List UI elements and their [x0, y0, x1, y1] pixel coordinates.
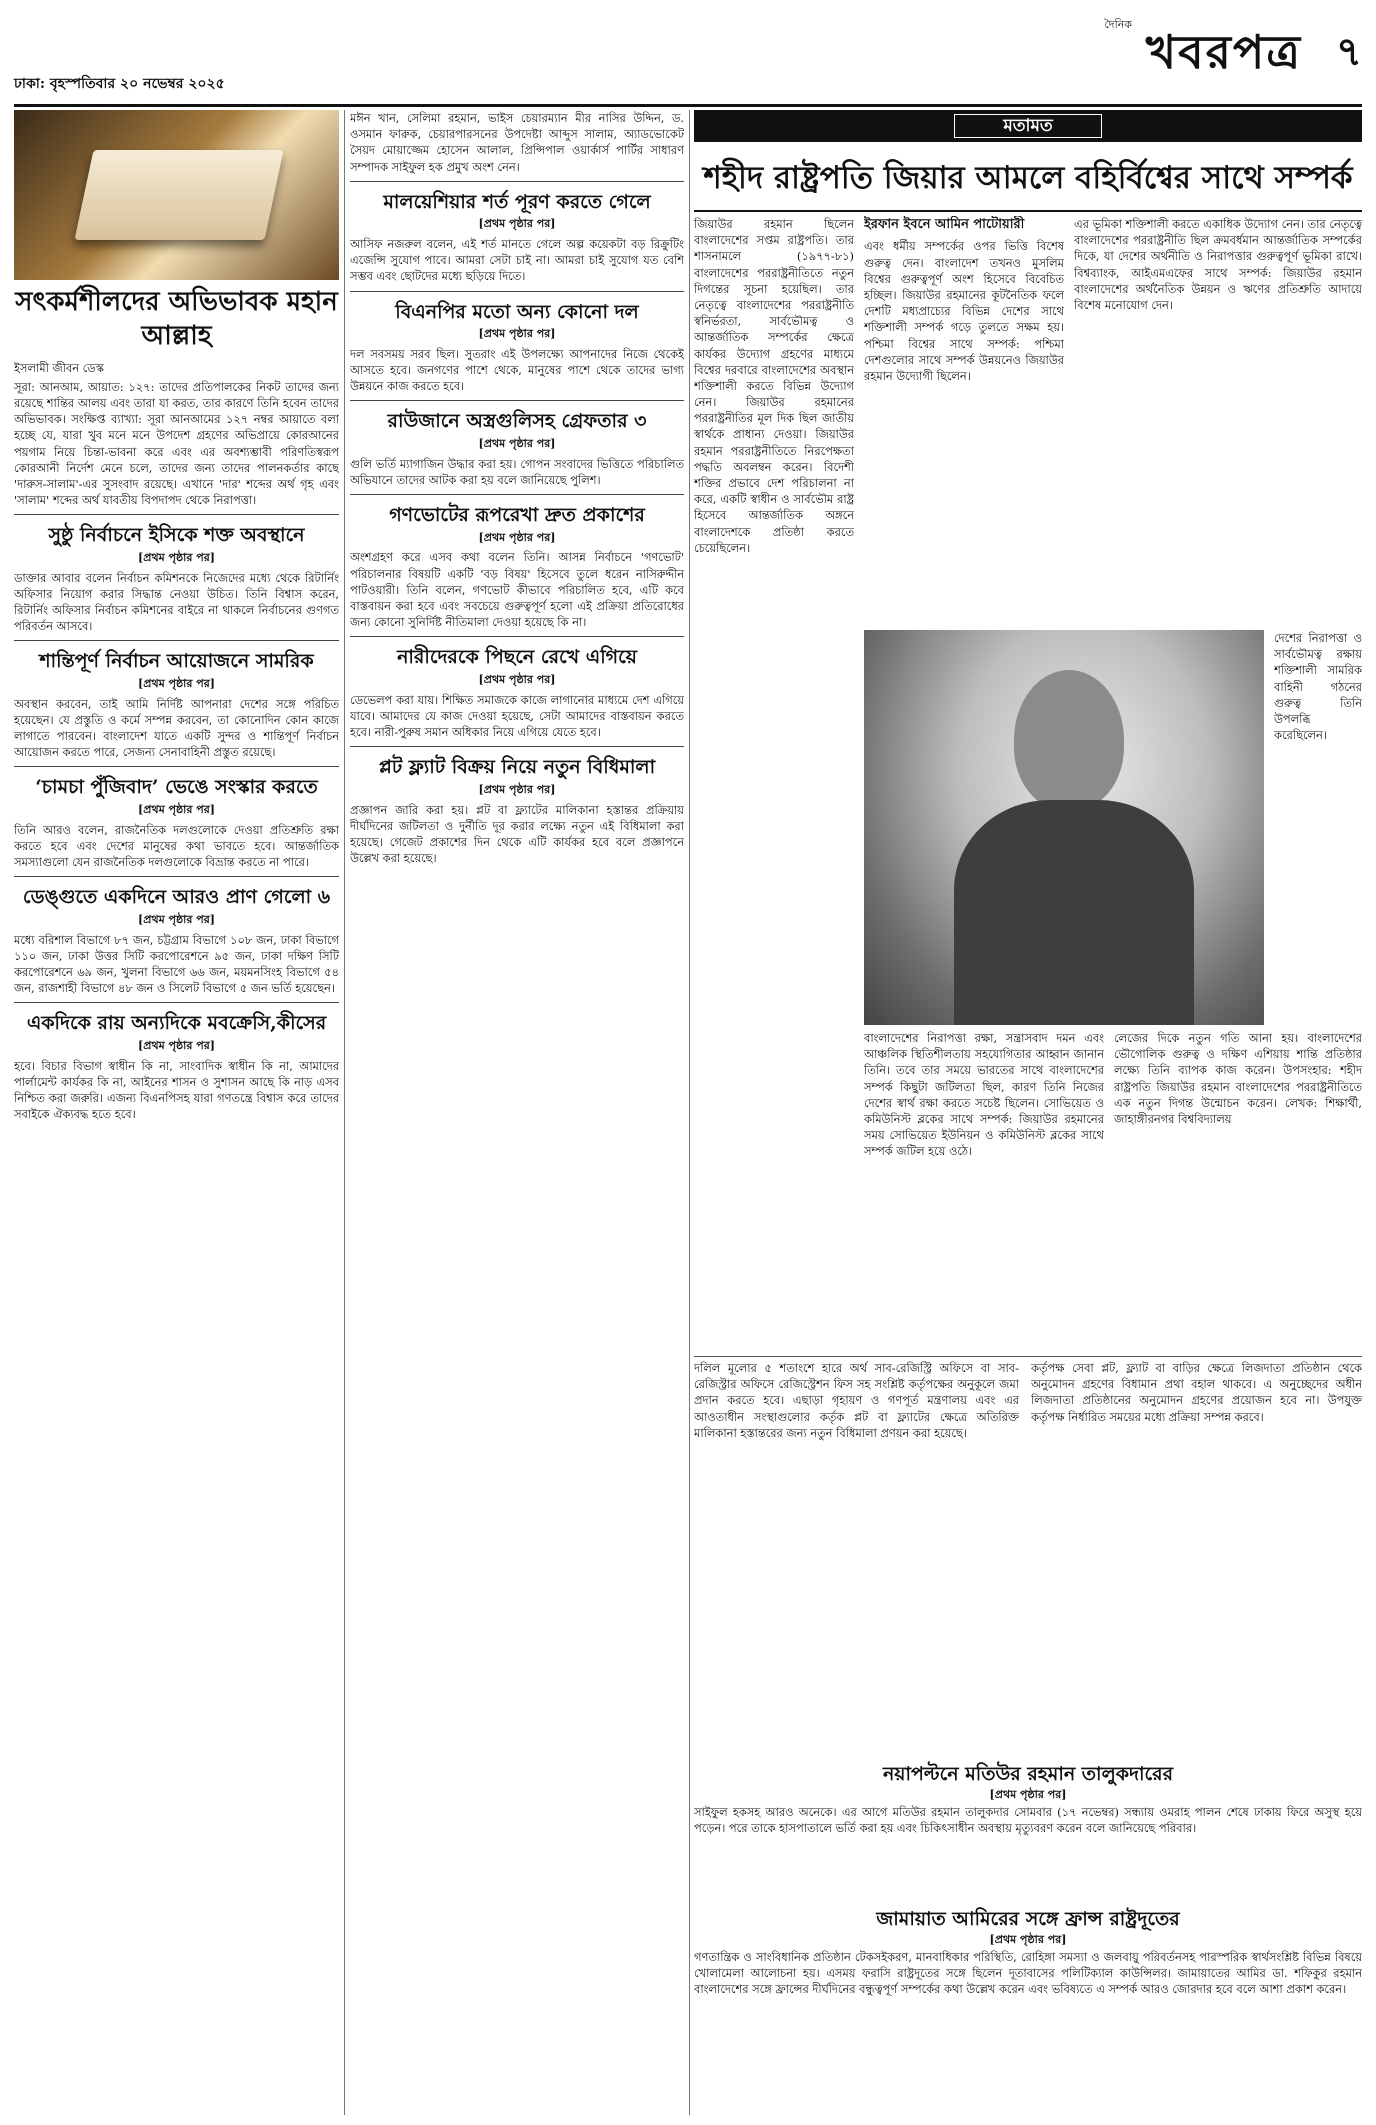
headline-ec: সুষ্ঠু নির্বাচনে ইসিকে শক্ত অবস্থানে — [48, 524, 305, 547]
opinion-band — [694, 110, 1362, 142]
headline-raozan: রাউজানে অস্ত্রগুলিসহ গ্রেফতার ৩ — [387, 410, 647, 433]
divider — [14, 766, 339, 767]
continued-label: [প্রথম পৃষ্ঠার পর] — [138, 677, 215, 691]
opinion-column-3b: লেজের দিকে নতুন গতি আনা হয়। বাংলাদেশের ভৌগোলিক গুরুত্ব ও দক্ষিণ এশিয়ায় শান্তি প্রতিষ্ঠার লক্ষ্যে তিনি ব্যাপক কাজ করেন। উপসংহার: শহীদ রাষ্ট্রপতি জিয়াউর রহমান বাংলাদেশের পররাষ্ট্রনীতিতে এক নতুন দিগন্ত উন্মোচন করেন। লেখক: শিক্ষার্থী, জাহাঙ্গীরনগর বিশ্ববিদ্যালয় — [1114, 1031, 1362, 1126]
divider — [350, 746, 684, 747]
opinion-author: ইরফান ইবনে আমিন পাটোয়ারী — [864, 217, 1025, 232]
opinion-headline: শহীদ রাষ্ট্রপতি জিয়ার আমলে বহির্বিশ্বের সাথে সম্পর্ক — [703, 160, 1353, 196]
article-body: এবং ধর্মীয় সম্পর্কের ওপর ভিত্তি বিশেষ গুরুত্ব দেন। বাংলাদেশ তখনও মুসলিম বিশ্বের গুরুত্বপূর্ণ অংশ হিসেবে বিবেচিত হচ্ছিল। জিয়াউর রহমানের কূটনৈতিক ফলে দেশটি মধ্যপ্রাচ্যের বিভিন্ন দেশের সাথে শক্তিশালী সম্পর্ক গড়ে তুলতে সক্ষম হয়। পশ্চিমা বিশ্বের সাথে সম্পর্ক: পশ্চিমা দেশগুলোর সাথে সম্পর্ক উন্নয়নেও জিয়াউর রহমান উদ্যোগী ছিলেন। — [864, 239, 1064, 383]
headline-motiur: নয়াপল্টনে মতিউর রহমান তালুকদারের — [882, 1763, 1174, 1785]
article-body: গণতান্ত্রিক ও সাংবিধানিক প্রতিষ্ঠান টেকসইকরণ, মানবাধিকার পরিস্থিতি, রোহিঙ্গা সমস্যা ও জলবায়ু পরিবর্তনসহ পারস্পরিক স্বার্থসংশ্লিষ্ট বিভিন্ন বিষয়ে খোলামেলা আলোচনা হয়। এসময় ফরাসি রাষ্ট্রদূতের সঙ্গে ছিলেন দূতাবাসের পলিটিক্যাল কাউন্সিলর। জামায়াতের আমির ডা. শফিকুর রহমান বাংলাদেশের সঙ্গে ফ্রান্সের দীর্ঘদিনের বন্ধুত্বপূর্ণ সম্পর্কের কথা উল্লেখ করেন এবং ভবিষ্যতে এ সম্পর্ক আরও জোরদার হবে বলে আশা প্রকাশ করেন। — [694, 1950, 1362, 1997]
continued-label: [প্রথম পৃষ্ঠার পর] — [138, 803, 215, 817]
dateline: ঢাকা: বৃহস্পতিবার ২০ নভেম্বর ২০২৫ — [14, 76, 225, 92]
continued-label: [প্রথম পৃষ্ঠার পর] — [138, 550, 215, 564]
article-body: দল সবসময় সরব ছিল। সুতরাং এই উপলক্ষ্যে আপনাদের নিজে থেকেই আসতে হবে। জনগণের পাশে থেকে, মানুষের পাশে থেকে তাদের ভাগ্য উন্নয়নে কাজ করতে হবে। — [350, 346, 684, 394]
opinion-section — [694, 110, 1362, 1355]
headline-mobocracy: একদিকে রায় অন্যদিকে মবক্রেসি,কীসের — [26, 1012, 327, 1035]
article-body: গুলি ভর্তি ম্যাগাজিন উদ্ধার করা হয়। গোপন সংবাদের ভিত্তিতে পরিচালিত অভিযানে তাদের আটক করা হয় বলে জানিয়েছে পুলিশ। — [350, 456, 684, 487]
newspaper-logo: খবরপত্র — [1145, 25, 1302, 79]
headline-bnp: বিএনপির মতো অন্য কোনো দল — [395, 300, 639, 323]
column-divider — [689, 110, 690, 2115]
article-body: অংশগ্রহণ করে এসব কথা বলেন তিনি। আসন্ন নির্বাচনে 'গণভোট' পরিচালনার বিষয়টি একটি 'বড় বিষয়' হিসেবে তুলে ধরেন নাসিরুদ্দীন পাটওয়ারী। তিনি বলেন, গণভোট কীভাবে পরিচালিত হবে, এটি কবে বাস্তবায়ন করা হবে এবং সবচেয়ে গুরুত্বপূর্ণ হলো এই প্রক্রিয়া প্রতিরোধের জন্য কোনো সুনির্দিষ্ট নীতিমালা দেওয়া হয়েছে কি না। — [350, 550, 684, 630]
opinion-column-2b: বাংলাদেশের নিরাপত্তা রক্ষা, সন্ত্রাসবাদ দমন এবং আঞ্চলিক স্থিতিশীলতায় সহযোগিতার আহ্বান জানান তিনি। তবে তার সময়ে ভারতের সাথে বাংলাদেশের সম্পর্ক কিছুটা জটিলতা ছিল, কারণ তিনি নিজের দেশের স্বার্থ রক্ষা করতে সচেষ্ট ছিলেন। সোভিয়েত ও কমিউনিস্ট ব্লকের সাথে সম্পর্ক: জিয়াউর রহমানের সময় সোভিয়েত ইউনিয়ন ও কমিউনিস্ট ব্লকের সাথে সম্পর্ক জটিল হয়ে ওঠে। — [864, 1031, 1104, 1159]
middle-column — [350, 110, 684, 2115]
article-body: সূরা: আনআম, আয়াত: ১২৭: তাদের প্রতিপালকের নিকট তাদের জন্য রয়েছে শান্তির আলয় এবং তারা যা করত, তার কারণে তিনি হবেন তাদের অভিভাবক। সংক্ষিপ্ত ব্যাখ্যা: সূরা আনআমের ১২৭ নম্বর আয়াতে বলা হচ্ছে যে, যারা খুব মনে মনে উপদেশ গ্রহণের অভিপ্রায়ে কোরআনের পয়গাম নিয়ে চিন্তা-ভাবনা করে এবং এর অবশ্যম্ভাবী পরিণতিস্বরূপ কোরআনী নির্দেশ মেনে চলে, তাদের জন্য তাদের পালনকর্তার কাছে 'দারুস-সালাম'-এর সুসংবাদ রয়েছে। এখানে 'দার' শব্দের অর্থ গৃহ এবং 'সালাম' শব্দের অর্থ যাবতীয় বিপদাপদ থেকে নিরাপত্তা। — [14, 379, 339, 508]
section-divider — [694, 1356, 1362, 1357]
continued-label: [প্রথম পৃষ্ঠার পর] — [138, 912, 215, 926]
article-body: তিনি আরও বলেন, রাজনৈতিক দলগুলোকে দেওয়া প্রতিশ্রুতি রক্ষা করতে হবে এবং দেশের মানুষের কথা ভাবতে হবে। আন্তর্জাতিক সমস্যাগুলো যেন রাজনৈতিক দলগুলোকে বিভ্রান্ত করতে না পারে। — [14, 822, 339, 870]
article-body: প্রজ্ঞাপন জারি করা হয়। প্লট বা ফ্ল্যাটের মালিকানা হস্তান্তর প্রক্রিয়ায় দীর্ঘদিনের জটিলতা ও দুর্নীতি দূর করার লক্ষ্যে নতুন এই বিধিমালা করা হয়েছে। গেজেট প্রকাশের দিন থেকে এটি কার্যকর হবে বলে প্রজ্ঞাপনে উল্লেখ করা হয়েছে। — [350, 802, 684, 866]
masthead-rule — [14, 104, 1362, 107]
right-bottom-section — [694, 1360, 1362, 2115]
continued-label: [প্রথম পৃষ্ঠার পর] — [989, 1933, 1067, 1946]
headline-malaysia: মালয়েশিয়ার শর্ত পূরণ করতে গেলে — [383, 190, 651, 213]
portrait-head — [1014, 670, 1124, 810]
quran-book-icon — [74, 150, 283, 240]
opinion-label: মতামত — [954, 114, 1102, 138]
page-number: ৭ — [1335, 28, 1362, 75]
opinion-column-1: জিয়াউর রহমান ছিলেন বাংলাদেশের সপ্তম রাষ্ট্রপতি। তার শাসনামলে (১৯৭৭-৮১) বাংলাদেশের পররাষ্ট্রনীতিতে নতুন দিগন্তের সূচনা হয়েছিল। তার নেতৃত্বে বাংলাদেশের পররাষ্ট্রনীতি স্বনির্ভরতা, সার্বভৌমত্ব ও আন্তর্জাতিক সম্পর্কের ক্ষেত্রে কার্যকর উদ্যোগ গ্রহণের মাধ্যমে বিশ্বের দরবারে বাংলাদেশের অবস্থান শক্তিশালী করতে বিভিন্ন উদ্যোগ নেন। জিয়াউর রহমানের পররাষ্ট্রনীতির মূল দিক ছিল জাতীয় স্বার্থকে প্রাধান্য দেওয়া। জিয়াউর রহমান পররাষ্ট্রনীতিতে নিরপেক্ষতা পদ্ধতি অবলম্বন করেন। বিদেশী শক্তির প্রভাবে দেশ পরিচালনা না করে, একটি স্বাধীন ও সার্বভৌম রাষ্ট্র হিসেবে আন্তর্জাতিক অঙ্গনে বাংলাদেশকে প্রতিষ্ঠা করতে চেয়েছিলেন। — [694, 217, 854, 555]
continued-label: [প্রথম পৃষ্ঠার পর] — [478, 530, 556, 544]
divider — [14, 876, 339, 877]
masthead — [14, 10, 1362, 106]
article-body: অবস্থান করবেন, তাই আমি নির্দিষ্ট আপনারা দেশের সঙ্গে পরিচিত হয়েছেন। যে প্রস্তুতি ও কর্মে সম্পন্ন করবেন, তা কোনোদিন কোন কাজে লাগাতে পারবেন। বাংলাদেশ যাতে একটি সুন্দর ও শান্তিপূর্ণ নির্বাচন আয়োজন করতে পারে, সেজন্য সেনাবাহিনী প্রস্তুত রয়েছে। — [14, 696, 339, 760]
article-body: মধ্যে বরিশাল বিভাগে ৮৭ জন, চট্টগ্রাম বিভাগে ১০৮ জন, ঢাকা বিভাগে ১১০ জন, ঢাকা উত্তর সিটি করপোরেশনে ৯৫ জন, ঢাকা দক্ষিণ সিটি করপোরেশনে ৬৯ জন, খুলনা বিভাগে ৬৬ জন, ময়মনসিংহ বিভাগে ৫৪ জন, রাজশাহী বিভাগে ৪৮ জন ও সিলেট বিভাগে ৫ জন ভর্তি হয়েছেন। — [14, 932, 339, 996]
headline-allah-guardian: সৎকর্মশীলদের অভিভাবক মহান আল্লাহ — [15, 287, 338, 351]
divider — [350, 291, 684, 292]
quran-photo — [14, 110, 339, 280]
headline-plot-flat: প্লট ফ্ল্যাট বিক্রয় নিয়ে নতুন বিধিমালা — [378, 756, 656, 779]
plot-continuation-2: কর্তৃপক্ষ সেবা প্লট, ফ্ল্যাট বা বাড়ির ক্ষেত্রে লিজদাতা প্রতিষ্ঠান থেকে অনুমোদন গ্রহণের বিধামান প্রথা বহাল থাকবে। এ অনুচ্ছেদের অধীন লিজদাতা প্রতিষ্ঠানের অনুমোদন গ্রহণের প্রয়োজন হবে না। উপযুক্ত কর্তৃপক্ষ নির্ধারিত সময়ের মধ্যে প্রক্রিয়া সম্পন্ন করবে। — [1031, 1361, 1362, 1424]
plot-continuation-1: দলিল মূলোর ৫ শতাংশে হারে অর্থ সাব-রেজিস্ট্রি অফিসে বা সাব-রেজিস্ট্রার অফিসে রেজিস্ট্রেশন ফিস সহ সংশ্লিষ্ট কর্তৃপক্ষের অনুকূলে জমা প্রদান করতে হবে। এছাড়া গৃহায়ণ ও গণপূর্ত মন্ত্রণালয় এবং এর আওতাধীন সংস্থাগুলোর কর্তৃক প্লট বা ফ্ল্যাটের ক্ষেত্রে অতিরিক্ত মালিকানা হস্তান্তরের জন্য নতুন বিধিমালা প্রণয়ন করা হয়েছে। — [694, 1361, 1019, 1440]
headline-referendum: গণভোটের রূপরেখা দ্রুত প্রকাশের — [389, 504, 645, 527]
headline-france-envoy: জামায়াত আমিরের সঙ্গে ফ্রান্স রাষ্ট্রদূতের — [876, 1908, 1180, 1930]
headline-army: শান্তিপূর্ণ নির্বাচন আয়োজনে সামরিক — [39, 650, 314, 673]
divider — [350, 636, 684, 637]
portrait-body — [954, 800, 1194, 1025]
byline: ইসলামী জীবন ডেস্ক — [14, 360, 104, 375]
headline-women: নারীদেরকে পিছনে রেখে এগিয়ে — [397, 646, 637, 669]
divider — [14, 514, 339, 515]
continued-label: [প্রথম পৃষ্ঠার পর] — [989, 1788, 1067, 1801]
continued-label: [প্রথম পৃষ্ঠার পর] — [478, 782, 556, 796]
divider — [350, 494, 684, 495]
logo-tagline: দৈনিক — [1104, 18, 1132, 31]
divider — [350, 400, 684, 401]
opinion-column-2 — [864, 216, 1064, 626]
headline-crony: ‘চামচা পুঁজিবাদ’ ভেঙে সংস্কার করতে — [35, 776, 318, 799]
headline-dengue: ডেঙ্গুতে একদিনে আরও প্রাণ গেলো ৬ — [22, 886, 331, 909]
article-body: হবে। বিচার বিভাগ স্বাধীন কি না, সাংবাদিক স্বাধীন কি না, আমাদের পার্লামেন্ট কার্যকর কি না, আইনের শাসন ও সুশাসন আছে কি নাড় এসব নিশ্চিত করা জরুরি। এজন্য বিএনপিসহ যারা গণতন্ত্রে বিশ্বাস করে তাদের সবাইকে ঐক্যবদ্ধ হতে হবে। — [14, 1058, 339, 1122]
article-body: আসিফ নজরুল বলেন, এই শর্ত মানতে গেলে অল্প কয়েকটা বড় রিক্রুটিং এজেন্সি সুযোগ পাবে। আমরা সেটা চাই না। আমরা চাই সুযোগ যত বেশি সম্ভব এবং ছোটদের মধ্যে ছড়িয়ে দিতে। — [350, 237, 684, 284]
article-body: ডাক্তার আবার বলেন নির্বাচন কমিশনকে নিজেদের মধ্যে থেকে রিটার্নিং অফিসার নিয়োগ করার সিদ্ধান্ত নেওয়া উচিত। তিনি বিশ্বাস করেন, রিটার্নিং অফিসার নির্বাচন কমিশনের বাইরে না থাকলে নির্বাচনের গুণগত পরিবর্তন আসবে। — [14, 570, 339, 634]
continued-label: [প্রথম পৃষ্ঠার পর] — [478, 327, 556, 341]
divider — [14, 1002, 339, 1003]
article-body: সাইফুল হকসহ আরও অনেকে। এর আগে মতিউর রহমান তালুকদার সোমবার (১৭ নভেম্বর) সন্ধ্যায় ওমরাহ পালন শেষে ঢাকায় ফিরে অসুস্থ হয়ে পড়েন। পরে তাকে হাসপাতালে ভর্তি করা হয় এবং চিকিৎসাধীন অবস্থায় মৃত্যুবরণ করেন বলে জানিয়েছে পরিবার। — [694, 1805, 1362, 1836]
column-divider — [344, 110, 345, 2115]
continued-label: [প্রথম পৃষ্ঠার পর] — [478, 217, 556, 231]
continued-label: [প্রথম পৃষ্ঠার পর] — [138, 1038, 215, 1052]
ziaur-rahman-photo — [864, 630, 1264, 1025]
article-body: ডেভেলপ করা যায়। শিক্ষিত সমাজকে কাজে লাগানোর মাধ্যমে দেশ এগিয়ে যাবে। আমাদের যে কাজ দেওয়া হয়েছে, সেটা আমাদের বাস্তবায়ন করতে হবে। নারী-পুরুষ সমান অধিকার নিয়ে এগিয়ে যেতে হবে। — [350, 692, 684, 740]
continued-label: [প্রথম পৃষ্ঠার পর] — [478, 437, 556, 451]
divider — [14, 640, 339, 641]
article-body: মঈন খান, সেলিমা রহমান, ভাইস চেয়ারম্যান মীর নাসির উদ্দিন, ড. ওসমান ফারুক, চেয়ারপারসনের উপদেষ্টা আব্দুস সালাম, অ্যাডভোকেট সৈয়দ মোয়াজ্জেম হোসেন আলাল, প্রিন্সিপাল ওয়ার্কার্স পার্টির সাধারণ সম্পাদক সাইফুল হক প্রমুখ অংশ নেন। — [350, 111, 684, 174]
divider — [350, 181, 684, 182]
left-column — [14, 110, 339, 2115]
opinion-rule — [694, 210, 1362, 212]
opinion-side-text: দেশের নিরাপত্তা ও সার্বভৌমত্ব রক্ষায় শক্তিশালী সামরিক বাহিনী গঠনের গুরুত্ব তিনি উপলব্ধি করেছিলেন। — [1274, 631, 1362, 743]
opinion-column-3: এর ভূমিকা শক্তিশালী করতে একাধিক উদ্যোগ নেন। তার নেতৃত্বে বাংলাদেশের পররাষ্ট্রনীতি ছিল ক্রমবর্ধমান আন্তর্জাতিক সম্পর্কের দিকে, যা দেশের অর্থনীতি ও নিরাপত্তার গুরুত্বপূর্ণ ভূমিকা রাখে। বিশ্বব্যাংক, আইএমএফের সাথে সম্পর্ক: জিয়াউর রহমান বাংলাদেশের অর্থনৈতিক উন্নয়ন ও ঋণের প্রতিশ্রুতি আদায়ে বিশেষ মনোযোগ দেন। — [1074, 217, 1362, 312]
continued-label: [প্রথম পৃষ্ঠার পর] — [478, 673, 556, 687]
